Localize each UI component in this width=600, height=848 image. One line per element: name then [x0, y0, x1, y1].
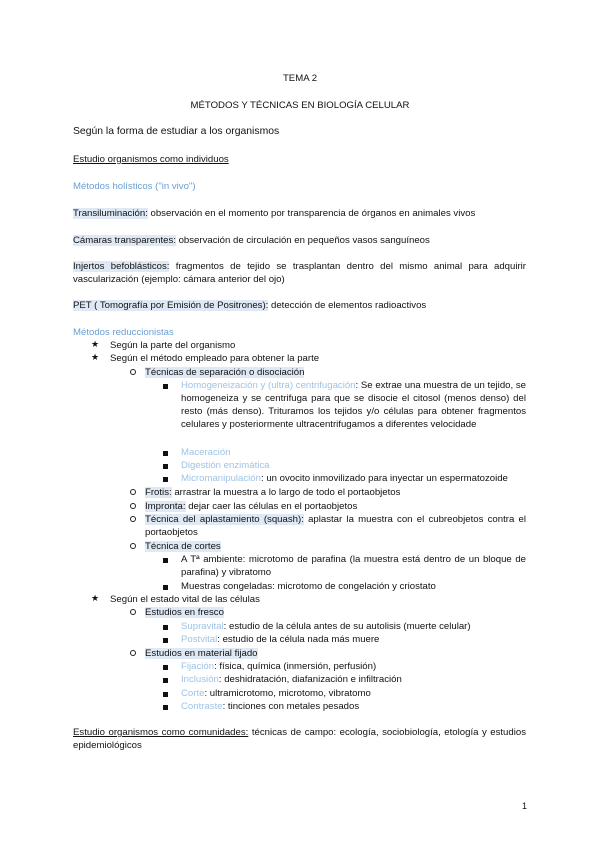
- pet-term: PET ( Tomografía por Emisión de Positrones):: [73, 300, 269, 311]
- star-item-metodo: Según el método empleado para obtener la parte: [110, 353, 320, 364]
- impronta-term: Impronta:: [145, 501, 186, 512]
- fijado-label: Estudios en material fijado: [145, 648, 258, 659]
- inclusion-def: : deshidratación, diafanización e infiltración: [218, 674, 402, 685]
- circle-bullet: [130, 609, 136, 615]
- contraste-entry: [181, 700, 359, 713]
- square-bullet: [163, 558, 168, 563]
- fresco-label: Estudios en fresco: [145, 607, 224, 618]
- square-bullet: [163, 625, 168, 630]
- star-item-estado: Según el estado vital de las células: [110, 594, 260, 605]
- star-bullet: ★: [91, 352, 100, 362]
- holisticos-heading: Métodos holísticos ("in vivo"): [73, 181, 196, 192]
- inclusion-term: Inclusión: [181, 674, 219, 685]
- section-individuos: Estudio organismos como individuos: [73, 154, 229, 165]
- pet-def: detección de elementos radioactivos: [268, 300, 427, 311]
- comunidades-def: técnicas de campo: ecología, sociobiología, etología y estudios epidemiológicos: [73, 727, 526, 751]
- separacion-label: Técnicas de separación o disociación: [145, 367, 305, 378]
- square-bullet: [163, 692, 168, 697]
- postvital-term: Postvital: [181, 634, 218, 645]
- fijado-item: [145, 647, 258, 660]
- square-bullet: [163, 451, 168, 456]
- supravital-term: Supravital: [181, 621, 224, 632]
- contraste-def: : tinciones con metales pesados: [222, 701, 360, 712]
- square-bullet: [163, 477, 168, 482]
- camaras-term: Cámaras transparentes:: [73, 235, 176, 246]
- cortes-congeladas: Muestras congeladas: microtomo de congelación y criostato: [181, 581, 436, 592]
- cortes-label: Técnica de cortes: [145, 541, 221, 552]
- transiluminacion-def: observación en el momento por transparencia de órganos en animales vivos: [147, 208, 476, 219]
- square-bullet: [163, 665, 168, 670]
- comunidades-term: Estudio organismos como comunidades:: [73, 727, 249, 738]
- corte-term: Corte: [181, 688, 205, 699]
- fijacion-entry: [181, 660, 376, 673]
- homogeneizacion-def: : Se extrae una muestra de un tejido, se homogeneiza y se centrifuga para que se disocie el citosol (menos denso) del resto (más denso). Trituramos los tejidos y/o células para obtener fragmentos celulares y posteriormente ultracentrifugamos a diferentes velocidade: [181, 380, 526, 430]
- impronta-entry: [145, 500, 357, 513]
- digestion-item: Digestión enzimática: [181, 460, 270, 471]
- subtitle: Según la forma de estudiar a los organismos: [73, 126, 280, 137]
- square-bullet: [163, 678, 168, 683]
- cortes-ambiente: A Tª ambiente: microtomo de parafina (la muestra está dentro de un bloque de parafina) y vibratomo: [181, 554, 526, 578]
- aplastamiento-entry: [145, 513, 526, 539]
- star-item-parte: Según la parte del organismo: [110, 340, 236, 351]
- cortes-item: [145, 540, 221, 553]
- supravital-def: : estudio de la célula antes de su autolisis (muerte celular): [223, 621, 471, 632]
- page-number: 1: [522, 801, 528, 811]
- frotis-def: arrastrar la muestra a lo largo de todo el portaobjetos: [171, 487, 401, 498]
- corte-entry: [181, 687, 371, 700]
- square-bullet: [163, 384, 168, 389]
- injertos-entry: [73, 260, 526, 286]
- star-bullet: ★: [91, 339, 100, 349]
- camaras-def: observación de circulación en pequeños vasos sanguíneos: [175, 235, 430, 246]
- postvital-def: : estudio de la célula nada más muere: [217, 634, 380, 645]
- square-bullet: [163, 464, 168, 469]
- micromanipulacion-entry: [181, 472, 508, 485]
- fresco-item: [145, 606, 224, 619]
- star-bullet: ★: [91, 593, 100, 603]
- frotis-entry: [145, 486, 400, 499]
- frotis-term: Frotis:: [145, 487, 172, 498]
- fijacion-term: Fijación: [181, 661, 215, 672]
- micromanipulacion-term: Micromanipulación: [181, 473, 261, 484]
- circle-bullet: [130, 503, 136, 509]
- contraste-term: Contraste: [181, 701, 223, 712]
- circle-bullet: [130, 516, 136, 522]
- pet-entry: [73, 299, 426, 312]
- separacion-item: [145, 366, 304, 379]
- comunidades-entry: [73, 726, 526, 752]
- transiluminacion-entry: [73, 207, 475, 220]
- homogeneizacion-term: Homogeneización y (ultra) centrifugación: [181, 380, 356, 391]
- postvital-entry: [181, 633, 379, 646]
- aplastamiento-def: aplastar la muestra con el cubreobjetos contra el portaobjetos: [145, 514, 527, 538]
- circle-bullet: [130, 650, 136, 656]
- supravital-entry: [181, 620, 471, 633]
- square-bullet: [163, 638, 168, 643]
- injertos-term: Injertos befoblásticos:: [73, 261, 170, 272]
- aplastamiento-term: Técnica del aplastamiento (squash):: [145, 514, 304, 525]
- inclusion-entry: [181, 673, 402, 686]
- circle-bullet: [130, 369, 136, 375]
- homogeneizacion-entry: [181, 379, 526, 431]
- fijacion-def: : física, química (inmersión, perfusión): [214, 661, 377, 672]
- square-bullet: [163, 585, 168, 590]
- camaras-entry: [73, 234, 430, 247]
- reduccionistas-heading: Métodos reduccionistas: [73, 327, 174, 338]
- circle-bullet: [130, 543, 136, 549]
- micromanipulacion-def: : un ovocito inmovilizado para inyectar un espermatozoide: [260, 473, 508, 484]
- square-bullet: [163, 705, 168, 710]
- page-title: MÉTODOS Y TÉCNICAS EN BIOLOGÍA CELULAR: [190, 100, 410, 111]
- circle-bullet: [130, 489, 136, 495]
- transiluminacion-term: Transiluminación:: [73, 208, 148, 219]
- corte-def: : ultramicrotomo, microtomo, vibratomo: [204, 688, 371, 699]
- maceracion-item: Maceración: [181, 447, 231, 458]
- injertos-def: fragmentos de tejido se trasplantan dentro del mismo animal para adquirir vascularización (ejemplo: cámara anterior del ojo): [73, 261, 527, 285]
- impronta-def: dejar caer las células en el portaobjetos: [185, 501, 358, 512]
- topic-heading: TEMA 2: [282, 73, 318, 84]
